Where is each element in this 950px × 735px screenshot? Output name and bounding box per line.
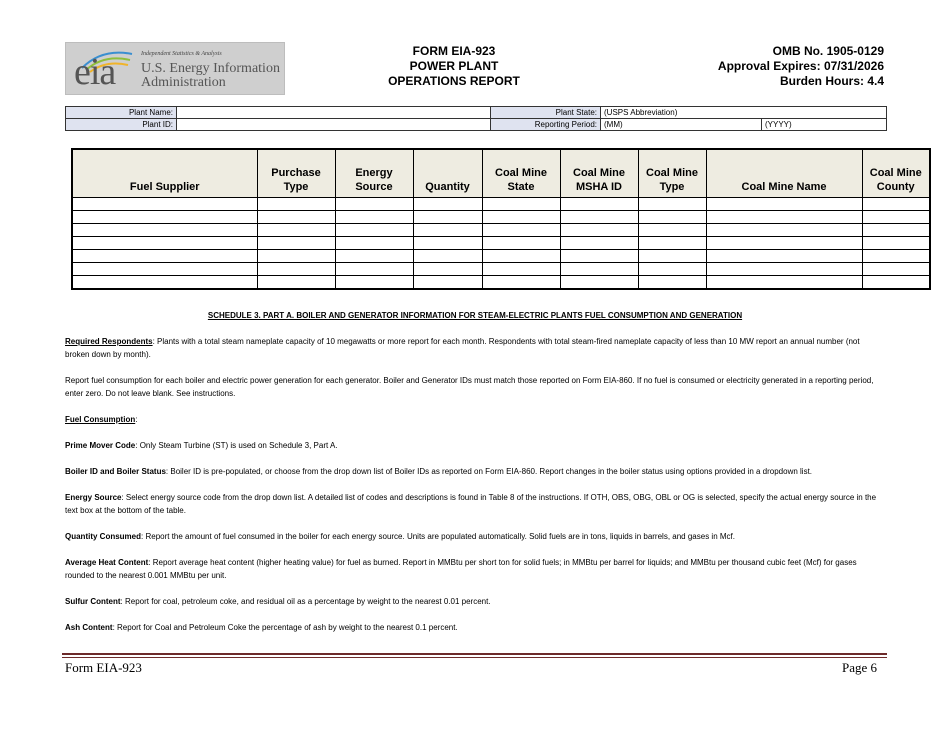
table-cell[interactable]	[706, 237, 862, 250]
ash-content-paragraph	[65, 621, 885, 634]
table-cell[interactable]	[638, 250, 706, 263]
plant-info-table	[65, 106, 887, 131]
table-cell[interactable]	[638, 263, 706, 276]
omb-expiration: Approval Expires: 07/31/2026	[717, 59, 884, 73]
table-cell[interactable]	[706, 263, 862, 276]
table-cell[interactable]	[257, 276, 335, 290]
heat-content-text: : Report average heat content (higher heating value) for fuel as burned. Report in MMBtu per short ton for solid fuels; in MMBtu per barrel for liquids; and MMBtu per thousand cubic feet (Mcf) for gases rounded to the nearest 0.001 MMBtu per unit.	[65, 558, 857, 580]
col-coal-mine-state: Coal Mine State	[482, 149, 560, 198]
table-cell[interactable]	[482, 263, 560, 276]
quantity-consumed-text: : Report the amount of fuel consumed in the boiler for each energy source. Units are populated automatically. Solid fuels are in tons, liquids in barrels, and gases in Mcf.	[141, 532, 735, 541]
form-title-line2: POWER PLANT	[409, 59, 499, 73]
table-cell[interactable]	[413, 276, 482, 290]
fuel-table-body	[72, 198, 930, 290]
energy-source-label: Energy Source	[65, 493, 122, 502]
quantity-consumed-label: Quantity Consumed	[65, 532, 142, 541]
table-cell[interactable]	[335, 250, 413, 263]
fuel-consumption-paragraph	[65, 413, 885, 426]
plant-info-row-1	[66, 107, 887, 119]
fuel-supplier-table	[71, 148, 931, 290]
instructions-section	[65, 309, 885, 647]
plant-state-field[interactable]: (USPS Abbreviation)	[601, 107, 887, 119]
footer-form-name: Form EIA-923	[65, 660, 142, 675]
sulfur-content-text: : Report for coal, petroleum coke, and residual oil as a percentage by weight to the nearest 0.01 percent.	[120, 597, 491, 606]
plant-id-label: Plant ID:	[66, 119, 177, 131]
table-cell[interactable]	[257, 237, 335, 250]
table-cell[interactable]	[72, 263, 257, 276]
heat-content-paragraph	[65, 556, 885, 582]
required-respondents-label: Required Respondents	[65, 337, 153, 346]
table-cell[interactable]	[482, 224, 560, 237]
table-cell[interactable]	[335, 198, 413, 211]
table-cell[interactable]	[335, 263, 413, 276]
col-coal-mine-type: Coal Mine Type	[638, 149, 706, 198]
table-cell[interactable]	[72, 224, 257, 237]
table-cell[interactable]	[72, 198, 257, 211]
table-row	[72, 263, 930, 276]
table-cell[interactable]	[638, 237, 706, 250]
table-cell[interactable]	[706, 198, 862, 211]
table-cell[interactable]	[482, 250, 560, 263]
ash-content-label: Ash Content	[65, 623, 113, 632]
table-cell[interactable]	[862, 250, 930, 263]
table-cell[interactable]	[862, 198, 930, 211]
plant-name-label: Plant Name:	[66, 107, 177, 119]
logo-name-line1: U.S. Energy Information	[141, 61, 280, 76]
table-cell[interactable]	[335, 276, 413, 290]
table-cell[interactable]	[257, 198, 335, 211]
table-cell[interactable]	[862, 276, 930, 290]
omb-block	[718, 44, 884, 89]
table-cell[interactable]	[482, 237, 560, 250]
table-cell[interactable]	[862, 237, 930, 250]
col-energy-source: Energy Source	[335, 149, 413, 198]
table-cell[interactable]	[72, 250, 257, 263]
table-row	[72, 224, 930, 237]
table-cell[interactable]	[560, 250, 638, 263]
table-cell[interactable]	[482, 211, 560, 224]
plant-id-field[interactable]	[177, 119, 491, 131]
fuel-consumption-colon: :	[135, 415, 138, 424]
prime-mover-label: Prime Mover Code	[65, 441, 136, 450]
col-coal-mine-msha-id: Coal Mine MSHA ID	[560, 149, 638, 198]
heat-content-label: Average Heat Content	[65, 558, 149, 567]
table-row	[72, 250, 930, 263]
table-row	[72, 198, 930, 211]
table-cell[interactable]	[560, 276, 638, 290]
table-cell[interactable]	[257, 250, 335, 263]
table-cell[interactable]	[638, 211, 706, 224]
boiler-text: : Boiler ID is pre-populated, or choose from the drop down list of Boiler IDs as reported on Form EIA-860. Report changes in the boiler status using options provided in a dropdown list.	[165, 467, 813, 476]
table-cell[interactable]	[413, 224, 482, 237]
reporting-period-label: Reporting Period:	[491, 119, 601, 131]
table-cell[interactable]	[335, 237, 413, 250]
table-cell[interactable]	[72, 237, 257, 250]
table-cell[interactable]	[706, 250, 862, 263]
col-quantity: Quantity	[413, 149, 482, 198]
energy-source-paragraph	[65, 491, 885, 517]
omb-burden-hours: Burden Hours: 4.4	[779, 74, 884, 88]
table-cell[interactable]	[560, 224, 638, 237]
plant-state-label: Plant State:	[491, 107, 601, 119]
table-cell[interactable]	[560, 211, 638, 224]
col-fuel-supplier: Fuel Supplier	[72, 149, 257, 198]
table-cell[interactable]	[413, 198, 482, 211]
table-cell[interactable]	[413, 250, 482, 263]
table-cell[interactable]	[482, 276, 560, 290]
required-respondents-text: : Plants with a total steam nameplate capacity of 10 megawatts or more report for each month. Respondents with total steam-fired nameplate capacity of less than 10 MW report an annual number (not broken down by month).	[65, 337, 860, 359]
prime-mover-text: : Only Steam Turbine (ST) is used on Schedule 3, Part A.	[135, 441, 338, 450]
table-cell[interactable]	[257, 224, 335, 237]
boiler-label: Boiler ID and Boiler Status	[65, 467, 166, 476]
table-cell[interactable]	[72, 211, 257, 224]
omb-number: OMB No. 1905-0129	[772, 44, 884, 58]
table-cell[interactable]	[335, 224, 413, 237]
col-coal-mine-name: Coal Mine Name	[706, 149, 862, 198]
table-cell[interactable]	[335, 211, 413, 224]
col-purchase-type: Purchase Type	[257, 149, 335, 198]
table-cell[interactable]	[706, 211, 862, 224]
table-cell[interactable]	[482, 198, 560, 211]
fuel-consumption-label: Fuel Consumption	[65, 415, 136, 424]
plant-name-field[interactable]	[177, 107, 491, 119]
table-cell[interactable]	[638, 276, 706, 290]
table-cell[interactable]	[706, 276, 862, 290]
fuel-table-header-row	[72, 149, 930, 198]
logo-agency-name	[141, 62, 280, 90]
table-cell[interactable]	[862, 263, 930, 276]
table-cell[interactable]	[706, 224, 862, 237]
table-cell[interactable]	[72, 276, 257, 290]
plant-info-row-2	[66, 119, 887, 131]
boiler-paragraph	[65, 465, 885, 478]
table-row	[72, 237, 930, 250]
table-cell[interactable]	[257, 211, 335, 224]
footer-rule-thick	[62, 653, 887, 655]
schedule-heading: SCHEDULE 3. PART A. BOILER AND GENERATOR INFORMATION FOR STEAM-ELECTRIC PLANTS FUEL CONSUMPTION AND GENERATION	[207, 311, 743, 320]
footer-rule-thin	[62, 657, 887, 658]
form-title-line3: OPERATIONS REPORT	[388, 74, 520, 88]
energy-source-text: : Select energy source code from the drop down list. A detailed list of codes and descriptions is found in Table 8 of the instructions. If OTH, OBS, OBG, OBL or OG is selected, specify the actual energy source in the text box at the bottom of the table.	[65, 493, 877, 515]
table-cell[interactable]	[560, 263, 638, 276]
table-cell[interactable]	[257, 263, 335, 276]
table-cell[interactable]	[862, 211, 930, 224]
required-respondents-paragraph	[65, 335, 885, 361]
logo-name-line2: Administration	[141, 75, 226, 90]
form-title	[354, 44, 554, 89]
sulfur-content-paragraph	[65, 595, 885, 608]
table-cell[interactable]	[862, 224, 930, 237]
quantity-consumed-paragraph	[65, 530, 885, 543]
form-title-line1: FORM EIA-923	[412, 44, 496, 58]
ash-content-text: : Report for Coal and Petroleum Coke the percentage of ash by weight to the nearest 0.1 percent.	[112, 623, 458, 632]
table-cell[interactable]	[413, 263, 482, 276]
footer-page-number: Page 6	[841, 660, 877, 675]
table-cell[interactable]	[560, 237, 638, 250]
reporting-year-field[interactable]: (YYYY)	[762, 119, 887, 131]
table-cell[interactable]	[560, 198, 638, 211]
col-coal-mine-county: Coal Mine County	[862, 149, 930, 198]
reporting-month-field[interactable]: (MM)	[601, 119, 762, 131]
table-cell[interactable]	[638, 198, 706, 211]
prime-mover-paragraph	[65, 439, 885, 452]
eia-logo	[65, 42, 285, 95]
table-cell[interactable]	[413, 237, 482, 250]
eia-mark: eia	[74, 51, 116, 93]
table-row	[72, 276, 930, 290]
logo-tagline: Independent Statistics & Analysis	[141, 51, 222, 57]
sulfur-content-label: Sulfur Content	[65, 597, 121, 606]
table-cell[interactable]	[413, 211, 482, 224]
table-row	[72, 211, 930, 224]
table-cell[interactable]	[638, 224, 706, 237]
report-paragraph: Report fuel consumption for each boiler and electric power generation for each generator. Boiler and Generator IDs must match those reported on Form EIA-860. If no fuel is consumed or electricity generated in a reporting period, enter zero. Do not leave blank. See instructions.	[65, 376, 874, 398]
